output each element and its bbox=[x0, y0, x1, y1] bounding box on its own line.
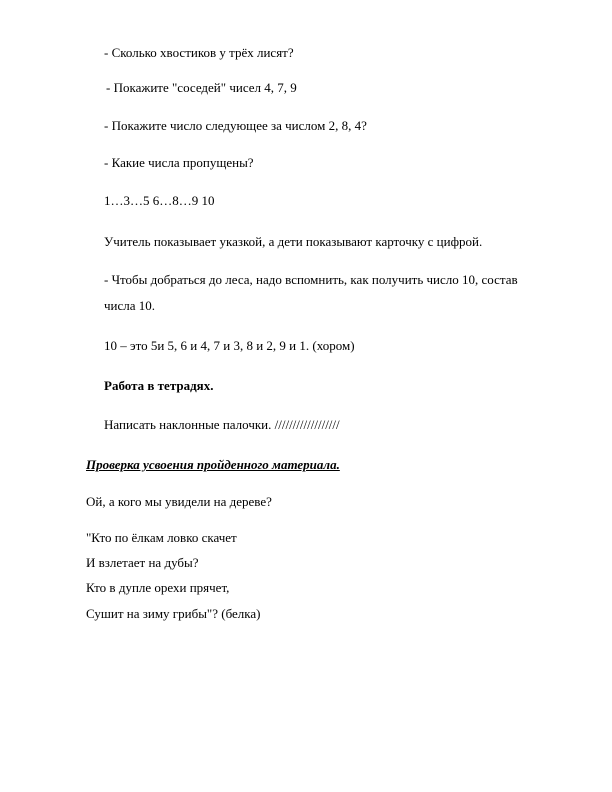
riddle-line-4: Сушит на зиму грибы"? (белка) bbox=[86, 606, 261, 621]
riddle-line-1: "Кто по ёлкам ловко скачет bbox=[86, 530, 237, 545]
notebook-heading: Работа в тетрадях. bbox=[104, 378, 214, 393]
forest-question-line-1: - Чтобы добраться до леса, надо вспомнить, как получить число 10, состав bbox=[104, 272, 518, 287]
check-heading: Проверка усвоения пройденного материала. bbox=[86, 457, 340, 472]
question-neighbors: - Покажите "соседей" чисел 4, 7, 9 bbox=[106, 80, 297, 95]
tree-question: Ой, а кого мы увидели на дереве? bbox=[86, 494, 272, 509]
riddle-line-2: И взлетает на дубы? bbox=[86, 555, 199, 570]
number-sequence: 1…3…5 6…8…9 10 bbox=[104, 193, 215, 208]
question-missing-numbers: - Какие числа пропущены? bbox=[104, 155, 254, 170]
composition-of-ten: 10 – это 5и 5, 6 и 4, 7 и 3, 8 и 2, 9 и 1. (хором) bbox=[104, 338, 355, 353]
sticks-task: Написать наклонные палочки. ////////////////// bbox=[104, 417, 340, 432]
forest-question-line-2: числа 10. bbox=[104, 298, 156, 313]
question-next-number: - Покажите число следующее за числом 2, 8, 4? bbox=[104, 118, 367, 133]
teacher-instruction: Учитель показывает указкой, а дети показывают карточку с цифрой. bbox=[104, 234, 483, 249]
riddle-line-3: Кто в дупле орехи прячет, bbox=[86, 580, 230, 595]
question-tails: - Сколько хвостиков у трёх лисят? bbox=[104, 45, 294, 60]
